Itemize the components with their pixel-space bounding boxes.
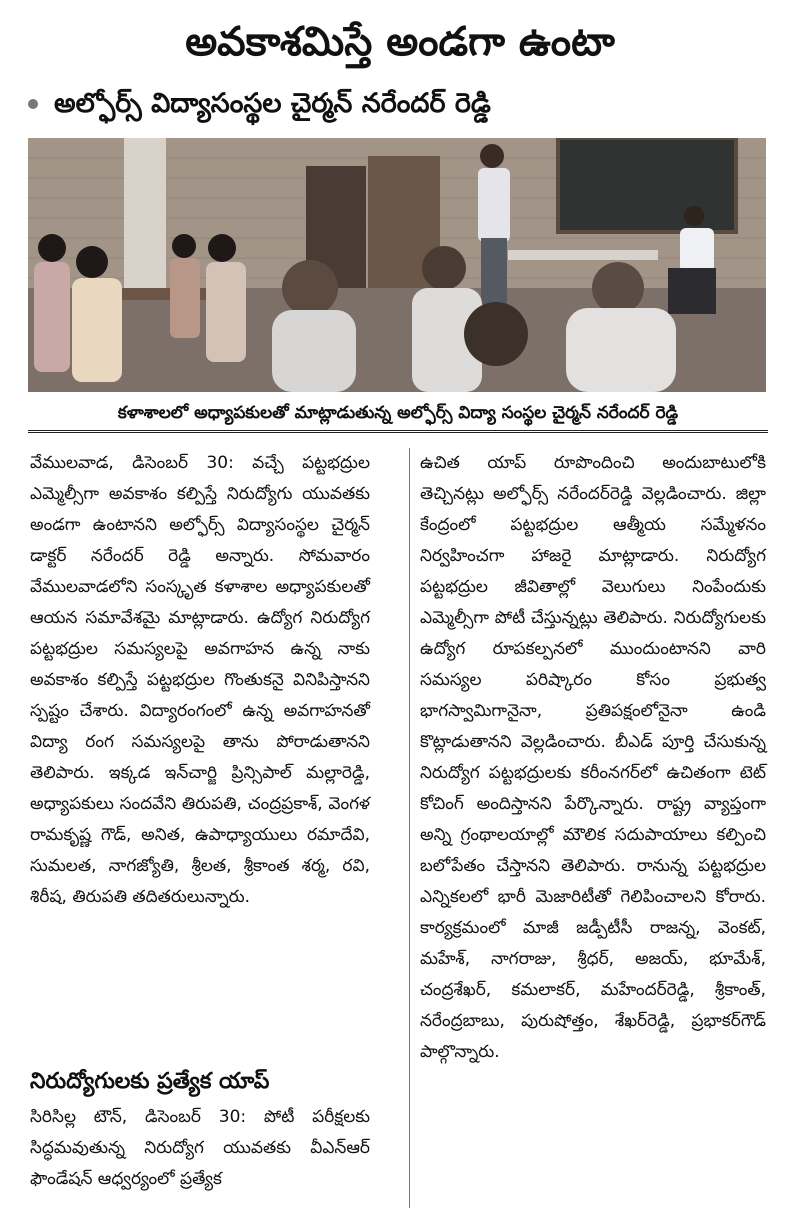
body-paragraph-1: వేములవాడ, డిసెంబర్ 30: వచ్చే పట్టభద్రుల ఎమ్మెల్సీగా అవకాశం కల్పిస్తే నిరుద్యోగు యువతకు అండగా ఉంటానని అల్ఫోర్స్ విద్యాసంస్థల చైర్మన్ డాక్టర్ నరేందర్ రెడ్డి అన్నారు. సోమవారం వేములవాడలోని సంస్కృత కళాశాల అధ్యాపకులతో ఆయన సమావేశమై మాట్లాడారు. ఉద్యోగ నిరుద్యోగ పట్టభద్రుల సమస్యలపై అవగాహన ఉన్న నాకు అవకాశం కల్పిస్తే పట్టభద్రుల గొంతుకనై వినిపిస్తానని స్పష్టం చేశారు. విద్యారంగంలో ఉన్న అవగాహనతో విద్యా రంగ సమస్యలపై తాను పోరాడుతానని తెలిపారు. ఇక్కడ ఇన్‌చార్జి ప్రిన్సిపాల్ మల్లారెడ్డి, అధ్యాపకులు సందవేని తిరుపతి, చంద్రప్రకాశ్, వెంగళ రామకృష్ణ గౌడ్, అనిత, ఉపాధ్యాయులు రమాదేవి, సుమలత, నాగజ్యోతి, శ్రీలత, శ్రీకాంత శర్మ, రవి, శిరీష, తిరుపతి తదితరులున్నారు. <box>30 453 370 907</box>
speaker-trousers <box>481 238 507 304</box>
speaker-shirt <box>478 168 510 242</box>
blackboard <box>558 138 736 232</box>
body-column-right <box>420 448 766 1068</box>
subheadline <box>28 84 788 124</box>
body-column-left <box>30 448 370 913</box>
photo-caption: కళాశాలలో అధ్యాపకులతో మాట్లాడుతున్న అల్ఫోర్స్ విద్యా సంస్థల చైర్మన్ నరేందర్ రెడ్డి <box>28 396 768 433</box>
subheadline-text: అల్ఫోర్స్ విద్యాసంస్థల చైర్మన్ నరేందర్ రెడ్డి <box>54 88 491 119</box>
seated-shirt <box>680 228 714 272</box>
body-paragraph-3: ఉచిత యాప్ రూపొందించి అందుబాటులోకి తెచ్చినట్లు అల్ఫోర్స్ నరేందర్‌రెడ్డి వెల్లడించారు. జిల్లా కేంద్రంలో పట్టభద్రుల ఆత్మీయ సమ్మేళనం నిర్వహించగా హాజరై మాట్లాడారు. నిరుద్యోగ పట్టభద్రుల జీవితాల్లో వెలుగులు నింపేందుకు ఎమ్మెల్సీగా పోటీ చేస్తున్నట్లు తెలిపారు. నిరుద్యోగులకు ఉద్యోగ రూపకల్పనలో ముందుంటానని వారి సమస్యల పరిష్కారం కోసం ప్రభుత్వ భాగస్వామిగానైనా, ప్రతిపక్షంలోనైనా ఉండి కొట్లాడుతానని వెల్లడించారు. బీఎడ్ పూర్తి చేసుకున్న నిరుద్యోగ పట్టభద్రులకు కరీంనగర్‌లో ఉచితంగా టెట్ కోచింగ్ అందిస్తానని పేర్కొన్నారు. రాష్ట్ర వ్యాప్తంగా అన్ని గ్రంథాలయాల్లో మౌలిక సదుపాయాలు కల్పించి బలోపేతం చేస్తానని తెలిపారు. రానున్న పట్టభద్రుల ఎన్నికలలో భారీ మెజారిటీతో గెలిపించాలని కోరారు. కార్యక్రమంలో మాజీ జడ్పీటీసీ రాజన్న, వెంకట్, మహేశ్, నాగరాజు, శ్రీధర్, అజయ్, భూమేశ్, చంద్రశేఖర్, కమలాకర్, మహేందర్‌రెడ్డి, శ్రీకాంత్, నరేంద్రబాబు, పురుషోత్తం, శేఖర్‌రెడ్డి, ప్రభాకర్‌గౌడ్ పాల్గొన్నారు. <box>420 453 766 1062</box>
seated-head <box>684 206 704 226</box>
side-heading: నిరుద్యోగులకు ప్రత్యేక యాప్ <box>30 1069 270 1094</box>
body-paragraph-2: సిరిసిల్ల టౌన్, డిసెంబర్ 30: పోటీ పరీక్షలకు సిద్ధమవుతున్న నిరుద్యోగ యువతకు వీఎన్ఆర్ ఫౌండేషన్ ఆధ్వర్యంలో ప్రత్యేక <box>30 1107 370 1189</box>
table <box>508 250 658 260</box>
bullet-dot <box>28 99 38 109</box>
column-divider <box>409 448 410 1208</box>
body-column-left-2 <box>30 1102 370 1195</box>
headline: అవకాశమిస్తే అండగా ఉంటా <box>185 19 615 65</box>
news-photo <box>28 138 766 392</box>
speaker-head <box>480 144 504 168</box>
seated-legs <box>668 268 716 314</box>
pillar <box>124 138 166 288</box>
